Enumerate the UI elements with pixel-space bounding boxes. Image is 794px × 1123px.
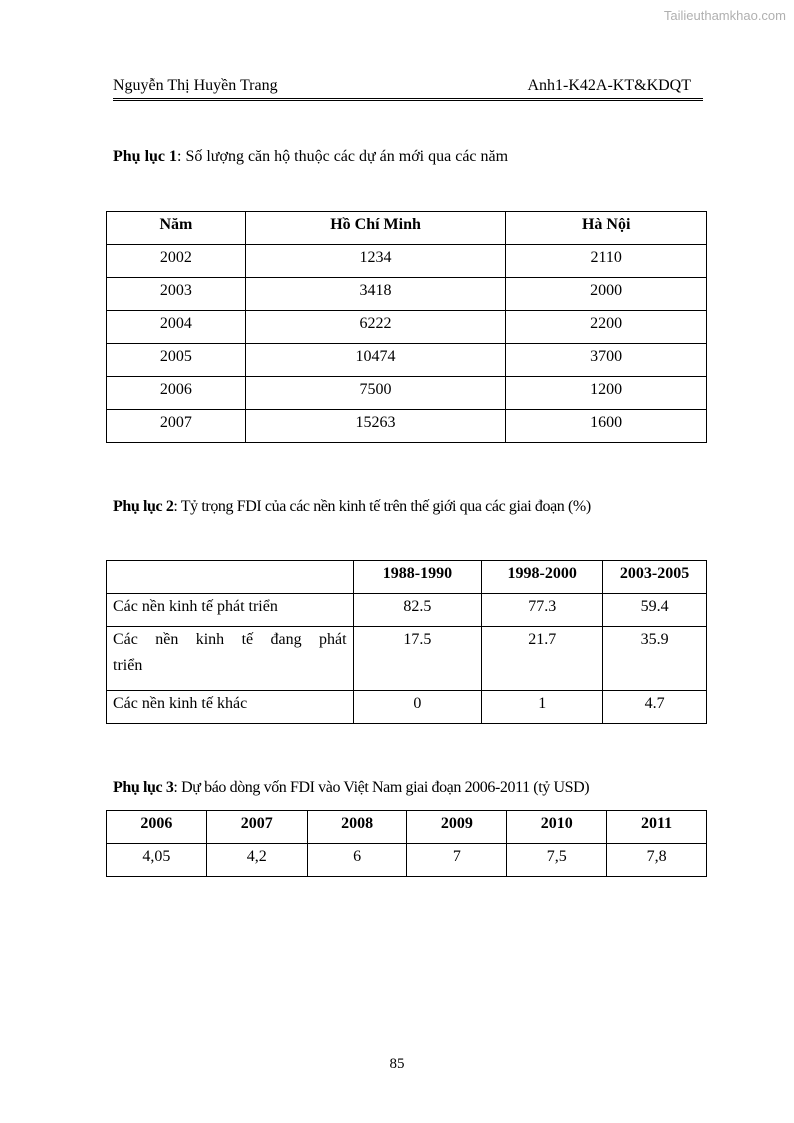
column-header: 2006: [107, 811, 207, 844]
table-row: [107, 410, 707, 443]
header-class-code: Anh1-K42A-KT&KDQT: [527, 77, 691, 94]
table-row: [107, 594, 707, 627]
table-cell: 6222: [245, 311, 506, 344]
column-header: Hồ Chí Minh: [245, 212, 506, 245]
appendix-2-label: Phụ lục 2: [113, 498, 174, 515]
row-label-line-2: triển: [113, 657, 143, 674]
row-label: Các nền kinh tế khác: [107, 691, 354, 724]
appendix-1-caption: [113, 148, 508, 166]
column-header: 2011: [607, 811, 707, 844]
column-header: 1998-2000: [482, 561, 603, 594]
table-cell: 7: [407, 844, 507, 877]
table-cell: 15263: [245, 410, 506, 443]
table-cell: 4,05: [107, 844, 207, 877]
table-cell: 35.9: [603, 627, 707, 691]
table-cell: 3418: [245, 278, 506, 311]
row-label: [107, 627, 354, 691]
table-cell: 17.5: [353, 627, 482, 691]
table-cell: 0: [353, 691, 482, 724]
appendix-3-title: : Dự báo dòng vốn FDI vào Việt Nam giai đoạn 2006-2011 (tỷ USD): [173, 779, 590, 796]
table-cell: 59.4: [603, 594, 707, 627]
header-author: Nguyễn Thị Huyền Trang: [113, 77, 278, 94]
table-header-row: [107, 561, 707, 594]
appendix-3-label: Phụ lục 3: [113, 779, 174, 796]
table-cell: 2200: [506, 311, 707, 344]
table-row: [107, 844, 707, 877]
table-cell: 1600: [506, 410, 707, 443]
table-cell: 2110: [506, 245, 707, 278]
table-cell: 2006: [107, 377, 246, 410]
column-header: 2007: [206, 811, 307, 844]
table-row: [107, 245, 707, 278]
column-header: 1988-1990: [353, 561, 482, 594]
table-cell: 6: [307, 844, 407, 877]
table-cell: 7500: [245, 377, 506, 410]
page-number: 85: [389, 1056, 405, 1072]
column-header: 2003-2005: [603, 561, 707, 594]
column-header: Hà Nội: [506, 212, 707, 245]
table-cell: 2004: [107, 311, 246, 344]
table-cell: 10474: [245, 344, 506, 377]
appendix-1-title: : Số lượng căn hộ thuộc các dự án mới qua các năm: [177, 148, 509, 165]
table-cell: 1: [482, 691, 603, 724]
table-row: [107, 311, 707, 344]
table-header-row: [107, 811, 707, 844]
table-cell: 21.7: [482, 627, 603, 691]
column-header: [107, 561, 354, 594]
row-label: Các nền kinh tế phát triển: [107, 594, 354, 627]
table-row: [107, 691, 707, 724]
table-row: [107, 278, 707, 311]
column-header: 2009: [407, 811, 507, 844]
appendix-3-table: [106, 810, 707, 877]
appendix-1-table: [106, 211, 707, 443]
column-header: Năm: [107, 212, 246, 245]
watermark: Tailieuthamkhao.com: [663, 8, 786, 23]
table-cell: 4.7: [603, 691, 707, 724]
appendix-3-caption: [113, 779, 589, 797]
table-cell: 2000: [506, 278, 707, 311]
column-header: 2008: [307, 811, 407, 844]
table-cell: 82.5: [353, 594, 482, 627]
table-cell: 2007: [107, 410, 246, 443]
appendix-2-table: [106, 560, 707, 724]
table-cell: 2002: [107, 245, 246, 278]
table-row: [107, 344, 707, 377]
table-cell: 1200: [506, 377, 707, 410]
table-cell: 7,5: [507, 844, 607, 877]
appendix-2-caption: [113, 498, 591, 516]
appendix-2-title: : Tỷ trọng FDI của các nền kinh tế trên thế giới qua các giai đoạn (%): [173, 498, 591, 515]
appendix-1-label: Phụ lục 1: [113, 148, 178, 165]
table-cell: 4,2: [206, 844, 307, 877]
table-cell: 7,8: [607, 844, 707, 877]
table-cell: 77.3: [482, 594, 603, 627]
table-row: [107, 627, 707, 691]
row-label-line-1: Các nền kinh tế đang phát: [113, 631, 347, 648]
table-cell: 3700: [506, 344, 707, 377]
page-header: [113, 76, 703, 101]
table-row: [107, 377, 707, 410]
table-cell: 1234: [245, 245, 506, 278]
table-cell: 2005: [107, 344, 246, 377]
column-header: 2010: [507, 811, 607, 844]
table-header-row: [107, 212, 707, 245]
table-cell: 2003: [107, 278, 246, 311]
